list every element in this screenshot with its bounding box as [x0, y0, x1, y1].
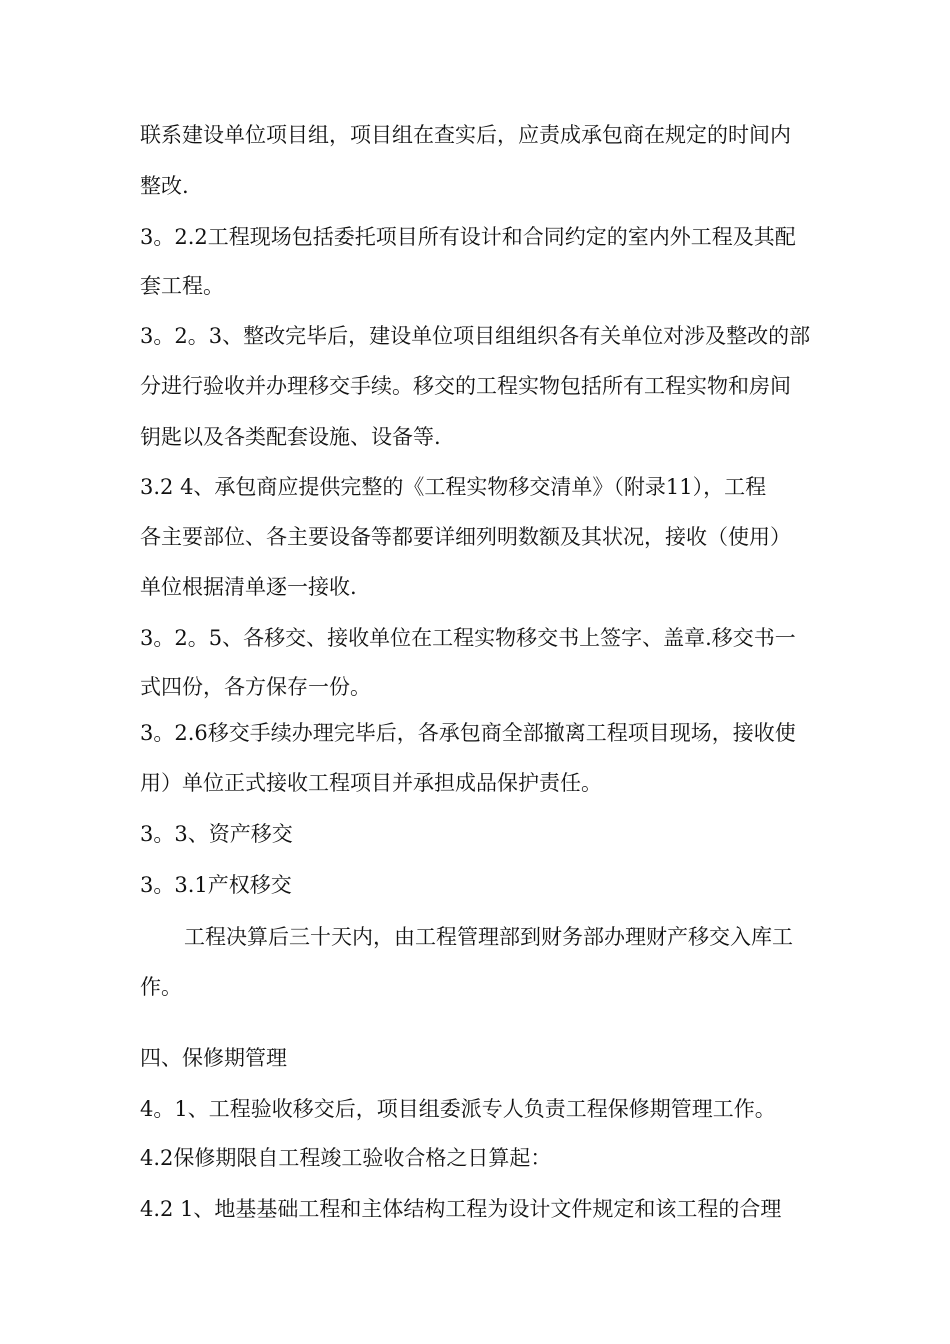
text-line: 3.2 4、承包商应提供完整的《工程实物移交清单》（附录11），工程 — [140, 475, 767, 499]
text-line: 式四份，各方保存一份。 — [140, 675, 371, 699]
text-line: 3。2。3、整改完毕后，建设单位项目组组织各有关单位对涉及整改的部 — [140, 324, 811, 348]
text-line: 3。3、资产移交 — [140, 822, 293, 846]
text-line: 3。2.6移交手续办理完毕后，各承包商全部撤离工程项目现场，接收使 — [140, 721, 796, 745]
text-line: 工程决算后三十天内，由工程管理部到财务部办理财产移交入库工 — [184, 925, 793, 949]
text-line: 4.2 1、地基基础工程和主体结构工程为设计文件规定和该工程的合理 — [140, 1197, 782, 1221]
text-line: 3。2.2工程现场包括委托项目所有设计和合同约定的室内外工程及其配 — [140, 225, 796, 249]
text-line: 用）单位正式接收工程项目并承担成品保护责任。 — [140, 771, 602, 795]
text-line: 3。3.1产权移交 — [140, 873, 292, 897]
text-line: 整改. — [140, 174, 189, 198]
text-line: 作。 — [140, 975, 182, 999]
text-line: 分进行验收并办理移交手续。移交的工程实物包括所有工程实物和房间 — [140, 374, 791, 398]
text-line: 套工程。 — [140, 274, 224, 298]
text-line: 4.2保修期限自工程竣工验收合格之日算起： — [140, 1146, 552, 1170]
text-line: 联系建设单位项目组，项目组在查实后，应责成承包商在规定的时间内 — [140, 123, 791, 147]
text-line: 4。1、工程验收移交后，项目组委派专人负责工程保修期管理工作。 — [140, 1097, 776, 1121]
text-line: 钥匙以及各类配套设施、设备等. — [140, 425, 441, 449]
text-line: 单位根据清单逐一接收. — [140, 575, 357, 599]
text-line: 3。2。5、各移交、接收单位在工程实物移交书上签字、盖章.移交书一 — [140, 626, 796, 650]
section-heading: 四、保修期管理 — [140, 1046, 287, 1070]
text-line: 各主要部位、各主要设备等都要详细列明数额及其状况，接收（使用） — [140, 525, 791, 549]
